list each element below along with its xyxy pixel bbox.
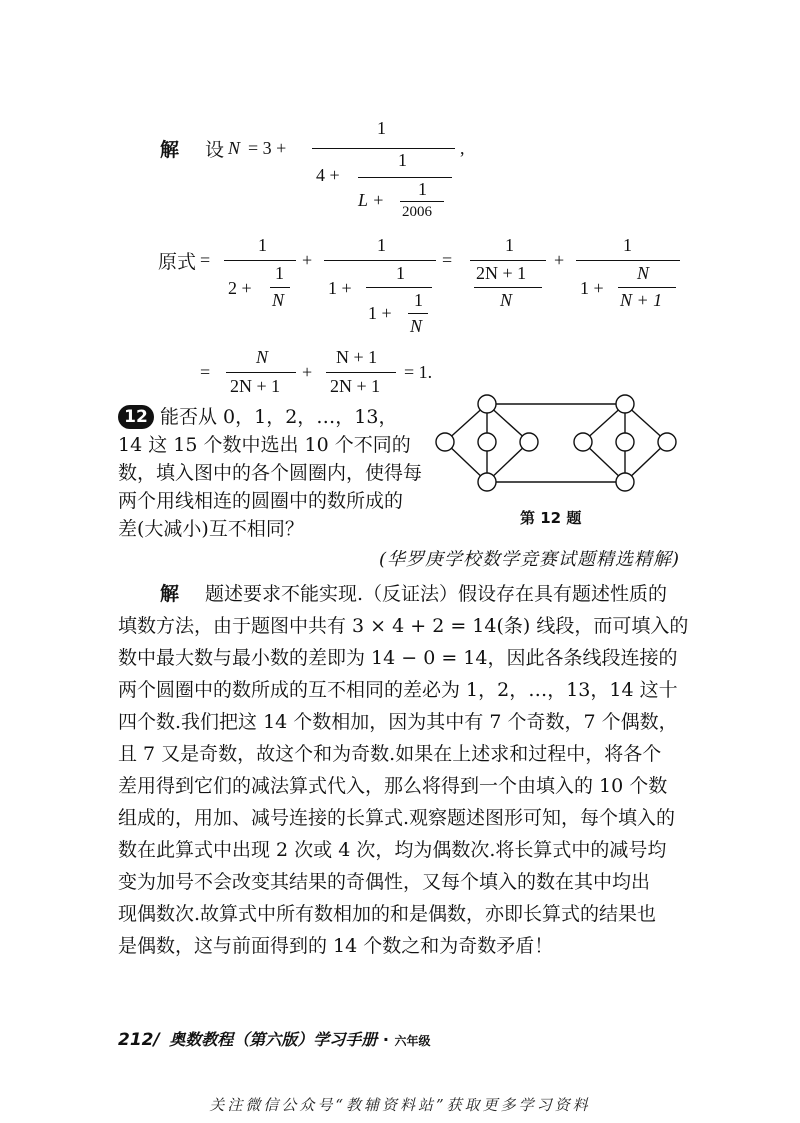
solution-line-5: 四个数.我们把这 14 个数相加，因为其中有 7 个奇数，7 个偶数， xyxy=(118,711,678,733)
fraction-bar xyxy=(366,287,432,288)
math-2N-plus-1: 2N + 1 xyxy=(476,263,527,283)
solution-line-6: 且 7 又是奇数，故这个和为奇数.如果在上述求和过程中，将各个 xyxy=(118,743,662,765)
math-two-plus: 2 + xyxy=(228,278,252,298)
math-one-plus: 1 + xyxy=(580,278,604,298)
math-var-N: N xyxy=(256,347,269,367)
problem-12-figure xyxy=(430,385,680,500)
page-number: 212/ xyxy=(118,1030,160,1050)
math-num: 1 xyxy=(377,235,386,255)
fraction-bar xyxy=(400,201,444,202)
math-num: 1 xyxy=(396,263,405,283)
math-eq: = xyxy=(200,250,211,270)
fraction-bar xyxy=(618,287,676,288)
fraction-bar xyxy=(324,260,436,261)
set-text: 设 xyxy=(205,139,225,161)
footer-dot: · xyxy=(382,1030,389,1049)
fraction-bar xyxy=(270,287,290,288)
math-num-1c: 1 xyxy=(418,179,427,199)
figure-circle xyxy=(478,433,496,451)
math-plus: + xyxy=(302,250,313,270)
solution-label: 解 xyxy=(160,583,180,605)
solution-line-8: 组成的，用加、减号连接的长算式.观察题述图形可知，每个填入的 xyxy=(118,807,676,829)
math-result: = 1. xyxy=(404,362,433,382)
figure-circle xyxy=(436,433,454,451)
problem-line-2: 14 这 15 个数中选出 10 个不同的 xyxy=(118,434,411,456)
fraction-bar xyxy=(358,177,452,178)
figure-circle xyxy=(478,473,496,491)
problem-line-1: 能否从 0，1，2，…，13， xyxy=(160,406,398,428)
math-N-plus-1: N + 1 xyxy=(620,290,663,310)
math-num: 1 xyxy=(505,235,514,255)
solution-line-10: 变为加号不会改变其结果的奇偶性，又每个填入的数在其中均出 xyxy=(118,871,651,893)
problem-number-badge: 12 xyxy=(118,405,154,429)
figure-circle xyxy=(574,433,592,451)
solution-line-11: 现偶数次.故算式中所有数相加的和是偶数，亦即长算式的结果也 xyxy=(118,903,657,925)
math-one-plus: 1 + xyxy=(368,303,392,323)
problem-source: (华罗庚学校数学竞赛试题精选精解) xyxy=(378,549,680,570)
math-plus: + xyxy=(302,362,313,382)
figure-circle xyxy=(616,395,634,413)
math-num: 1 xyxy=(414,290,423,310)
math-num: 1 xyxy=(258,235,267,255)
problem-line-3: 数，填入图中的各个圆圈内，使得每 xyxy=(118,462,423,484)
math-num-1b: 1 xyxy=(398,150,407,170)
figure-caption: 第 12 题 xyxy=(520,509,582,527)
page-footer xyxy=(118,1027,431,1050)
math-plus: + xyxy=(554,250,565,270)
fraction-bar xyxy=(474,287,542,288)
solution-label: 解 xyxy=(160,139,180,161)
math-var-N: N xyxy=(637,263,650,283)
math-N-plus-1: N + 1 xyxy=(336,347,378,367)
fraction-bar xyxy=(226,372,296,373)
math-comma: , xyxy=(460,138,465,158)
solution-line-7: 差用得到它们的减法算式代入，那么将得到一个由填入的 10 个数 xyxy=(118,775,668,797)
fraction-bar xyxy=(576,260,680,261)
figure-circle xyxy=(478,395,496,413)
figure-circle xyxy=(520,433,538,451)
solution-line-1: 题述要求不能实现.（反证法）假设存在具有题述性质的 xyxy=(205,583,668,605)
problem-line-5: 差(大减小)互不相同？ xyxy=(118,518,304,540)
math-den-2006: 2006 xyxy=(402,204,432,220)
problem-line-4: 两个用线相连的圆圈中的数所成的 xyxy=(118,490,404,512)
math-num: 1 xyxy=(275,263,284,283)
book-title: 奥数教程（第六版）学习手册 xyxy=(169,1030,378,1049)
math-eq: = xyxy=(200,362,211,382)
fraction-bar xyxy=(408,313,428,314)
math-var-N: N xyxy=(228,138,241,158)
math-var-N: N xyxy=(410,316,423,336)
math-num-1: 1 xyxy=(377,118,386,138)
fraction-bar xyxy=(312,148,455,149)
math-num: 1 xyxy=(623,235,632,255)
fraction-bar xyxy=(224,260,296,261)
watermark-text: 关注微信公众号“教辅资料站”获取更多学习资料 xyxy=(209,1096,591,1114)
solution-line-9: 数在此算式中出现 2 次或 4 次，均为偶数次.将长算式中的减号均 xyxy=(118,839,667,861)
math-L-plus: L + xyxy=(358,190,385,210)
grade-label: 六年级 xyxy=(394,1034,431,1048)
solution-line-2: 填数方法，由于题图中共有 3 × 4 + 2 = 14(条) 线段，而可填入的 xyxy=(118,615,689,637)
figure-circle xyxy=(658,433,676,451)
solution-line-3: 数中最大数与最小数的差即为 14 − 0 = 14，因此各条线段连接的 xyxy=(118,647,678,669)
math-eq-3plus: = 3 + xyxy=(248,138,287,158)
math-one-plus: 1 + xyxy=(328,278,352,298)
math-var-N: N xyxy=(500,290,513,310)
math-2N-plus-1: 2N + 1 xyxy=(330,376,381,396)
math-var-N: N xyxy=(272,290,285,310)
math-eq: = xyxy=(442,250,453,270)
fraction-bar xyxy=(326,372,396,373)
figure-circle xyxy=(616,433,634,451)
fraction-bar xyxy=(470,260,546,261)
math-2N-plus-1: 2N + 1 xyxy=(230,376,281,396)
math-four-plus: 4 + xyxy=(316,165,340,185)
solution-line-4: 两个圆圈中的数所成的互不相同的差必为 1，2，…，13，14 这十 xyxy=(118,679,678,701)
figure-circle xyxy=(616,473,634,491)
original-label: 原式 xyxy=(158,251,197,273)
solution-line-12: 是偶数，这与前面得到的 14 个数之和为奇数矛盾！ xyxy=(118,935,554,957)
